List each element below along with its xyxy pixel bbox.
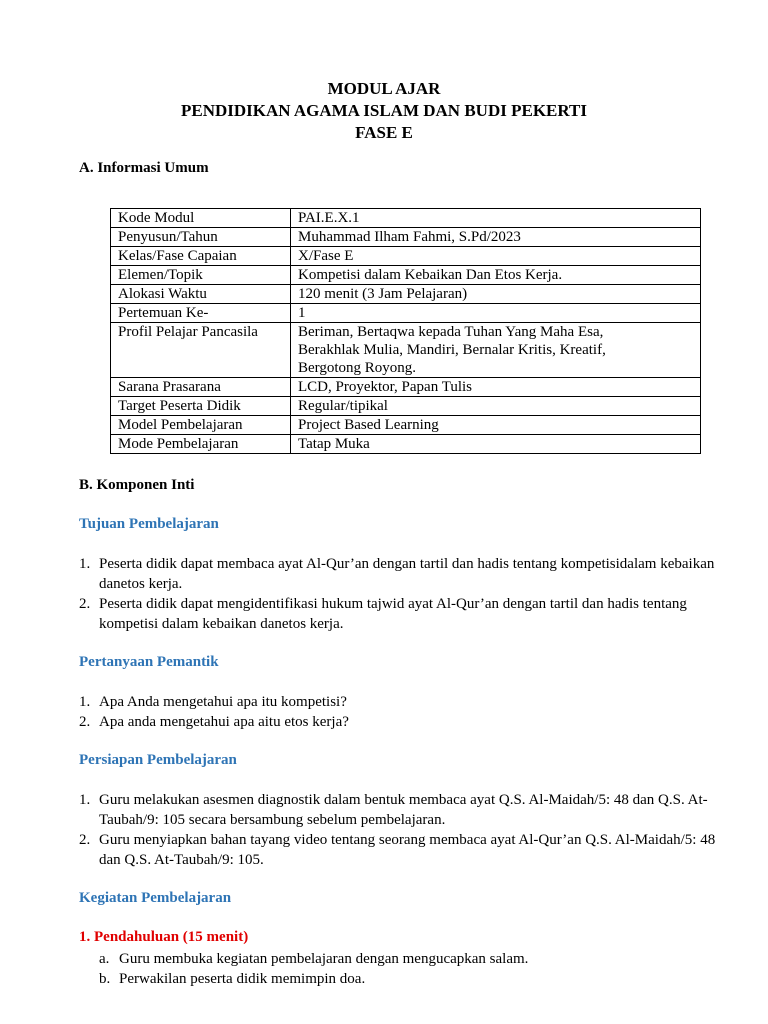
list-item: 1. Peserta didik dapat membaca ayat Al-Qur’an dengan tartil dan hadis tentang kompetisidalam kebaikan danetos kerja.	[79, 556, 715, 592]
list-item: a. Guru membuka kegiatan pembelajaran dengan mengucapkan salam.	[99, 951, 529, 967]
table-cell-value: 120 menit (3 Jam Pelajaran)	[291, 285, 701, 304]
table-row	[111, 266, 701, 285]
table-cell-key: Penyusun/Tahun	[111, 228, 291, 247]
table-cell-key: Kelas/Fase Capaian	[111, 247, 291, 266]
table-cell-key: Kode Modul	[111, 209, 291, 228]
table-cell-value: Tatap Muka	[291, 435, 701, 454]
table-row	[111, 397, 701, 416]
table-cell-value: PAI.E.X.1	[291, 209, 701, 228]
persiapan-heading: Persiapan Pembelajaran	[79, 752, 237, 768]
table-cell-key: Model Pembelajaran	[111, 416, 291, 435]
table-cell-key: Target Peserta Didik	[111, 397, 291, 416]
table-cell-value: Kompetisi dalam Kebaikan Dan Etos Kerja.	[291, 266, 701, 285]
list-item: 1. Guru melakukan asesmen diagnostik dalam bentuk membaca ayat Q.S. Al-Maidah/5: 48 dan Q.S. At-Taubah/9: 105 secara bersambung sebelum pembelajaran.	[79, 792, 708, 828]
table-row	[111, 285, 701, 304]
doc-title-line2: PENDIDIKAN AGAMA ISLAM DAN BUDI PEKERTI	[180, 101, 588, 120]
section-a-heading: A. Informasi Umum	[79, 160, 209, 176]
pemantik-heading: Pertanyaan Pemantik	[79, 654, 219, 670]
table-cell-key: Pertemuan Ke-	[111, 304, 291, 323]
list-item: 2. Apa anda mengetahui apa aitu etos kerja?	[79, 714, 349, 730]
persiapan-list	[79, 790, 719, 870]
table-cell-value: Regular/tipikal	[291, 397, 701, 416]
doc-title-line3: FASE E	[355, 123, 413, 142]
table-row	[111, 209, 701, 228]
table-cell-key: Sarana Prasarana	[111, 378, 291, 397]
table-cell-value: Beriman, Bertaqwa kepada Tuhan Yang Maha Esa, Berakhlak Mulia, Mandiri, Bernalar Kritis, Kreatif, Bergotong Royong.	[291, 323, 701, 378]
table-row	[111, 247, 701, 266]
table-cell-key: Profil Pelajar Pancasila	[111, 323, 291, 378]
table-cell-value: X/Fase E	[291, 247, 701, 266]
tujuan-list	[79, 554, 719, 634]
list-item: 1. Apa Anda mengetahui apa itu kompetisi?	[79, 694, 347, 710]
tujuan-heading: Tujuan Pembelajaran	[79, 516, 219, 532]
info-table	[110, 208, 701, 454]
table-row	[111, 304, 701, 323]
kegiatan-heading: Kegiatan Pembelajaran	[79, 890, 232, 906]
table-row	[111, 228, 701, 247]
section-b-heading: B. Komponen Inti	[79, 477, 195, 493]
table-cell-value: LCD, Proyektor, Papan Tulis	[291, 378, 701, 397]
table-cell-key: Alokasi Waktu	[111, 285, 291, 304]
table-row	[111, 435, 701, 454]
list-item: b. Perwakilan peserta didik memimpin doa.	[99, 971, 366, 987]
doc-title-line1: MODUL AJAR	[327, 79, 441, 98]
table-row	[111, 378, 701, 397]
table-cell-key: Mode Pembelajaran	[111, 435, 291, 454]
list-item: 2. Guru menyiapkan bahan tayang video tentang seorang membaca ayat Al-Qur’an Q.S. Al-Maidah/5: 48 dan Q.S. At-Taubah/9: 105.	[79, 832, 716, 868]
table-row	[111, 416, 701, 435]
table-cell-value: Project Based Learning	[291, 416, 701, 435]
table-cell-value: Muhammad Ilham Fahmi, S.Pd/2023	[291, 228, 701, 247]
list-item: 2. Peserta didik dapat mengidentifikasi hukum tajwid ayat Al-Qur’an dengan tartil dan hadis tentang kompetisi dalam kebaikan danetos kerja.	[79, 596, 687, 632]
table-cell-value: 1	[291, 304, 701, 323]
pendahuluan-heading: 1. Pendahuluan (15 menit)	[79, 929, 249, 945]
table-row	[111, 323, 701, 378]
table-cell-key: Elemen/Topik	[111, 266, 291, 285]
pemantik-list	[79, 692, 719, 732]
